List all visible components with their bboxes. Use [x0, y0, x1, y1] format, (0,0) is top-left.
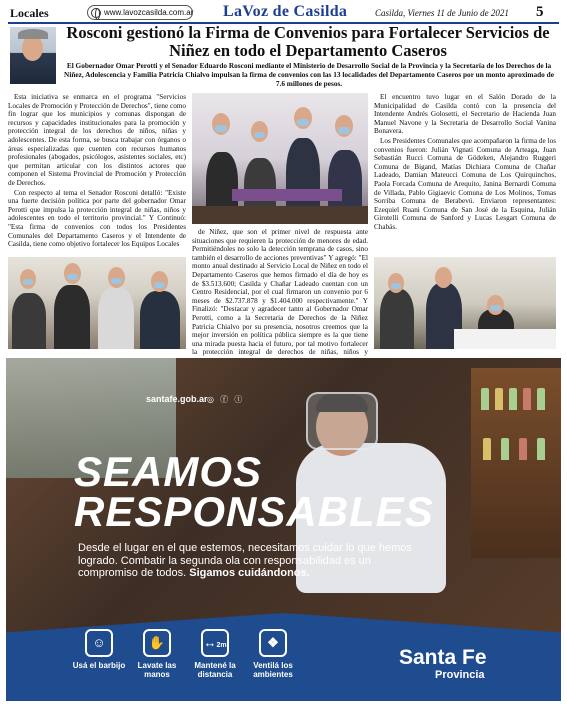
tip-handwash: [126, 629, 188, 679]
advertisement-santa-fe: [6, 358, 561, 701]
gov-website-label: santafe.gob.ar: [146, 394, 208, 404]
page-number: 5: [536, 4, 544, 20]
article-deck: El Gobernador Omar Perotti y el Senador Eduardo Rosconi mediante el Ministerio de Desarrollo Social de la Provincia y la Secretaría de los Derechos de la Niñez, Adolescencia y Familia Patricia Chialvo impulsan la firma de convenios con las 13 localidades del Departamento Caseros por un monto aproximado de 7.6 millones de pesos.: [64, 61, 554, 88]
ad-headline-line2: RESPONSABLES: [74, 488, 434, 535]
handwash-icon: ✋: [143, 629, 171, 657]
mask-icon: ☺: [85, 629, 113, 657]
section-label: Locales: [10, 6, 49, 20]
page-header: [8, 4, 559, 24]
author-portrait: [10, 27, 56, 84]
ad-headline-line1: SEAMOS: [74, 448, 263, 495]
issue-date: Casilda, Viernes 11 de Junio de 2021: [375, 8, 509, 18]
ad-message: [78, 542, 418, 580]
paragraph: El encuentro tuvo lugar en el Salón Dorado de la Municipalidad de Casilda contó con la presencia del Intendente Andrés Golosetti, el Secretario de Hacienda Juan Manuel Navone y la Secretaria de Desarrollo Social Vanina Bonavera.: [374, 93, 556, 136]
article-column-1: [8, 93, 186, 250]
article-column-2: [192, 228, 368, 375]
paragraph: Con respecto al tema el Senador Rosconi detalló: "Existe una fuerte decisión política por parte del gobernador Omar Perotti que impulsa la protección integral de niñas, niños y adolescentes en todo el territorio provincial." Y Continuó: "Esta firma de convenios con todos los Presidentes Comunales del Departamento Caseros y el Intendente de Casilda, tiene como objetivo fortalecer los Equipos Locales: [8, 188, 186, 249]
tip-mask: [68, 629, 130, 670]
tip-label: Usá el barbijo: [72, 661, 126, 670]
ad-bottle-shelf: [471, 368, 561, 558]
tip-label: Mantené la distancia: [194, 661, 236, 679]
ad-message-emphasis: Sigamos cuidándonos.: [189, 567, 310, 579]
photo-signing-table: [374, 257, 556, 349]
photo-signing-group: [192, 93, 368, 224]
globe-icon: [91, 8, 101, 18]
distance-glyph: ↔: [203, 635, 217, 650]
website-url: www.lavozcasilda.com.ar: [104, 8, 194, 17]
paragraph: Los Presidentes Comunales que acompañaron la firma de los convenios fueron: Julián Vignati Comuna de Arteaga, Juan Sebastián Rucci Comuna de Gödeken, Alejandro Ruggeri Comuna de Bigand, Matías Dichiara Comuna de Chañar Ladeado, Damian Mateucci Comuna de Los Quirquinchos, Paola Forcada Comuna de Arequito, Janina Bernardi Comuna de Villada, Pablo Gigiaevic Comuna de Los Molinos, Tomas Sorriba Comuna de Berabevú. Enviaron representantes: Ezequiel Ruani Comuna de San José de la Esquina, Julián Girotelli Comuna de Sanford y Lucas Lesgart Comuna de Chabás.: [374, 136, 556, 231]
masthead-logo: LaVoz de Casilda: [223, 3, 348, 20]
tip-distance: [184, 629, 246, 679]
ventilate-icon: ❖: [259, 629, 287, 657]
ad-message-text: Desde el lugar en el que estemos, necesitamos cuidar lo que hemos logrado. Combatir la segunda ola con responsabilidad es un compromiso de todos.: [78, 542, 412, 579]
tip-label: Ventilá los ambientes: [253, 661, 293, 679]
paragraph: de Niñez, que son el primer nivel de respuesta ante situaciones que requieren la protección de menores de edad. Permitiéndoles no solo la detección temprana de casos, sino también el desarrollo de acciones preventivas" Y agregó: "El monto anual destinado al Servicio Local de Niñez en todo el Departamento Caseros que hemos firmado el día de hoy es de $3.513.600; Casilda y Chañar Ladeado cuentan con un Centro Residencial, por el cual firmaron un convenio por 6 meses de $2.737.878 y $1.404.000 respectivamente." Y Finalizó: "Destacar y agradecer tanto al Gobernador Omar Perotti, como a la Secretaria de Derechos de la Niñez Patricia Chialvo por su presencia, nosotros creemos que la mejor inversión en política pública siempre es la que tiene una mirada puesta hacia el futuro, por tal motivo fortalecer la protección integral de derechos de niñas, niños y: [192, 228, 368, 357]
distance-badge: 2m: [216, 642, 227, 649]
santa-fe-brand: [399, 647, 487, 682]
article-headline: Rosconi gestionó la Firma de Convenios para Fortalecer Servicios de Niñez en todo el Departamento Caseros: [66, 23, 550, 60]
website-link[interactable]: [87, 5, 193, 20]
social-icons: ◎ ⓕ ⓣ: [207, 395, 245, 404]
brand-subtitle: Provincia: [435, 669, 485, 681]
tip-ventilate: [242, 629, 304, 679]
distance-icon: [201, 629, 229, 657]
photo-attendees: [8, 257, 186, 349]
paragraph: Esta iniciativa se enmarca en el programa "Servicios Locales de Promoción y Protección de Derechos", tiene como fin lograr que los municipios y comunas dispongan de recursos y capacidades institucionales para la promoción y protección integral de los derechos de niños, niñas y adolescentes. De esta forma, se busca trabajar con órganos o áreas especializadas que cuenten con recursos humanos profesionales (abogados, psicólogos, asistentes sociales, etc) que permitan articular con los distintos actores que componen el Sistema Provincial de Promoción y Protección de Derechos.: [8, 93, 186, 187]
brand-name: Santa Fe: [399, 646, 487, 669]
article-column-3: [374, 93, 556, 233]
tip-label: Lavate las manos: [137, 661, 177, 679]
